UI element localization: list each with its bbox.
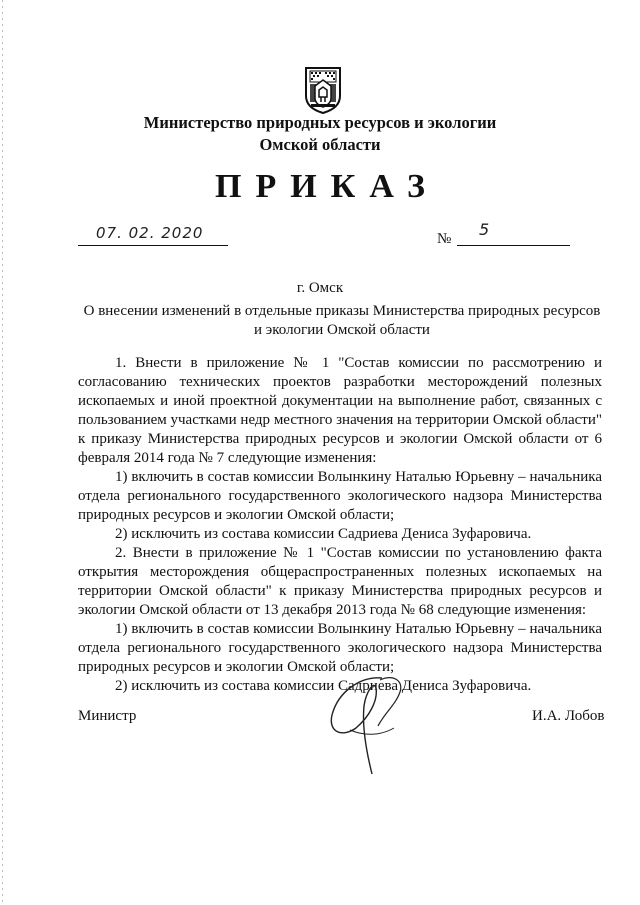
signer-title: Министр — [78, 708, 137, 724]
number-underline — [457, 245, 570, 246]
paragraph: 2. Внести в приложение № 1 "Состав комиссии по установлению факта открытия месторождения общераспространенных полезных ископаемых на территории Омской области" к приказу Министерства природных ресурсов и экологии Омской области от 13 декабря 2013 года № 68 следующие изменения: — [78, 545, 602, 618]
ministry-name-line2: Омской области — [259, 135, 381, 154]
signer-name: И.А. Лобов — [532, 708, 605, 724]
order-body — [78, 354, 602, 696]
paragraph: 2) исключить из состава комиссии Садриева Дениса Зуфаровича. — [115, 526, 532, 542]
order-number-label: № — [437, 231, 452, 247]
paragraph: 1) включить в состав комиссии Волынкину Наталью Юрьевну – начальника отдела регионального государственного экологического надзора Министерства природных ресурсов и экологии Омской области; — [78, 621, 602, 675]
paragraph: 1. Внести в приложение № 1 "Состав комиссии по рассмотрению и согласованию технических проектов разработки месторождений полезных ископаемых и иной проектной документации на выполнение работ, связанных с пользованием участками недр местного значения на территории Омской области" к приказу Министерства природных ресурсов и экологии Омской области от 6 февраля 2014 года № 7 следующие изменения: — [78, 355, 602, 466]
handwritten-signature — [320, 670, 420, 780]
document-type-heading: ПРИКАЗ — [215, 168, 439, 205]
date-underline — [78, 245, 228, 246]
order-number: 5 — [479, 220, 490, 239]
city-label: г. Омск — [296, 280, 344, 296]
order-subject: О внесении изменений в отдельные приказы Министерства природных ресурсов и экологии Омской области — [83, 303, 601, 338]
paragraph: 1) включить в состав комиссии Волынкину Наталью Юрьевну – начальника отдела регионального государственного экологического надзора Министерства природных ресурсов и экологии Омской области; — [78, 469, 602, 523]
paragraph: 2) исключить из состава комиссии Садриева Дениса Зуфаровича. — [115, 678, 532, 694]
ministry-name-line1: Министерство природных ресурсов и экологии — [143, 113, 497, 132]
coat-of-arms-icon — [303, 66, 343, 114]
order-date: 07. 02. 2020 — [96, 224, 204, 242]
